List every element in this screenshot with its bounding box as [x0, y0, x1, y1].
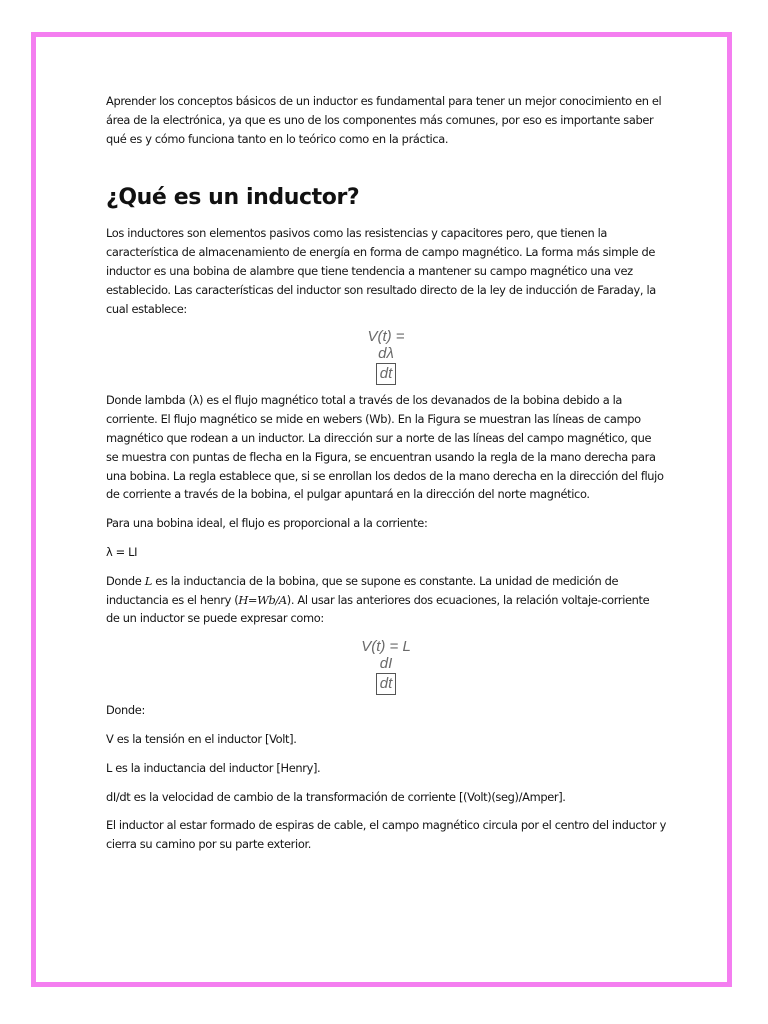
p5-text-c: ). Al usar las anteriores dos ecuaciones, la relación voltaje-corriente de un inductor se puede expresar como: [106, 592, 650, 626]
paragraph-donde: Donde: [106, 703, 145, 718]
formula-lhs: V(t) = [367, 328, 405, 346]
formula-denominator: dt [376, 363, 397, 385]
p5-text-a: Donde [106, 573, 145, 588]
p5-text-b: es la inductancia de la bobina, que se supone es constante. La unidad de medición de inductancia es el henry ( [106, 573, 619, 607]
math-L: L [144, 573, 152, 588]
formula-numerator: dI [379, 655, 393, 673]
definition-v: V es la tensión en el inductor [Volt]. [106, 731, 297, 746]
definition-di-dt: dI/dt es la velocidad de cambio de la transformación de corriente [(Volt)(seg)/Amper]. [106, 789, 566, 804]
paragraph-ideal-coil: Para una bobina ideal, el flujo es proporcional a la corriente: [106, 516, 428, 531]
paragraph-magnetic-field: El inductor al estar formado de espiras de cable, el campo magnético circula por el centro del inductor y cierra su camino por su parte exterior. [106, 818, 666, 852]
formula-lhs: V(t) = L [361, 638, 411, 656]
formula-numerator: dλ [378, 345, 394, 363]
document-body [106, 92, 666, 864]
intro-paragraph: Aprender los conceptos básicos de un inductor es fundamental para tener un mejor conocimiento en el área de la electrónica, ya que es uno de los componentes más comunes, por eso es importante saber qué es y cómo funciona tanto en lo teórico como en la práctica. [106, 94, 662, 146]
paragraph-lambda: Donde lambda (λ) es el flujo magnético total a través de los devanados de la bobina debido a la corriente. El flujo magnético se mide en webers (Wb). En la Figura se muestran las líneas de campo magnético que rodean a un inductor. La dirección sur a norte de las líneas del campo magnético, que se muestra con puntas de flecha en la Figura, se encuentran usando la regla de la mano derecha para una bobina. La regla establece que, si se enrollan los dedos de la mano derecha en la dirección del flujo de corriente a través de la bobina, el pulgar apuntará en la dirección del norte magnético. [106, 393, 664, 502]
faraday-formula [106, 328, 666, 385]
voltage-current-formula [106, 638, 666, 695]
paragraph-inductance [106, 572, 666, 628]
formula-denominator: dt [376, 673, 397, 695]
equation-lambda-li: λ = LI [106, 544, 138, 559]
section-heading: ¿Qué es un inductor? [106, 185, 360, 211]
math-henry-unit: H=Wb/A [238, 592, 287, 607]
paragraph-definition: Los inductores son elementos pasivos como las resistencias y capacitores pero, que tienen la característica de almacenamiento de energía en forma de campo magnético. La forma más simple de inductor es una bobina de alambre que tiene tendencia a mantener su campo magnético una vez establecido. Las características del inductor son resultado directo de la ley de inducción de Faraday, la cual establece: [106, 226, 656, 316]
definition-l: L es la inductancia del inductor [Henry]. [106, 760, 321, 775]
